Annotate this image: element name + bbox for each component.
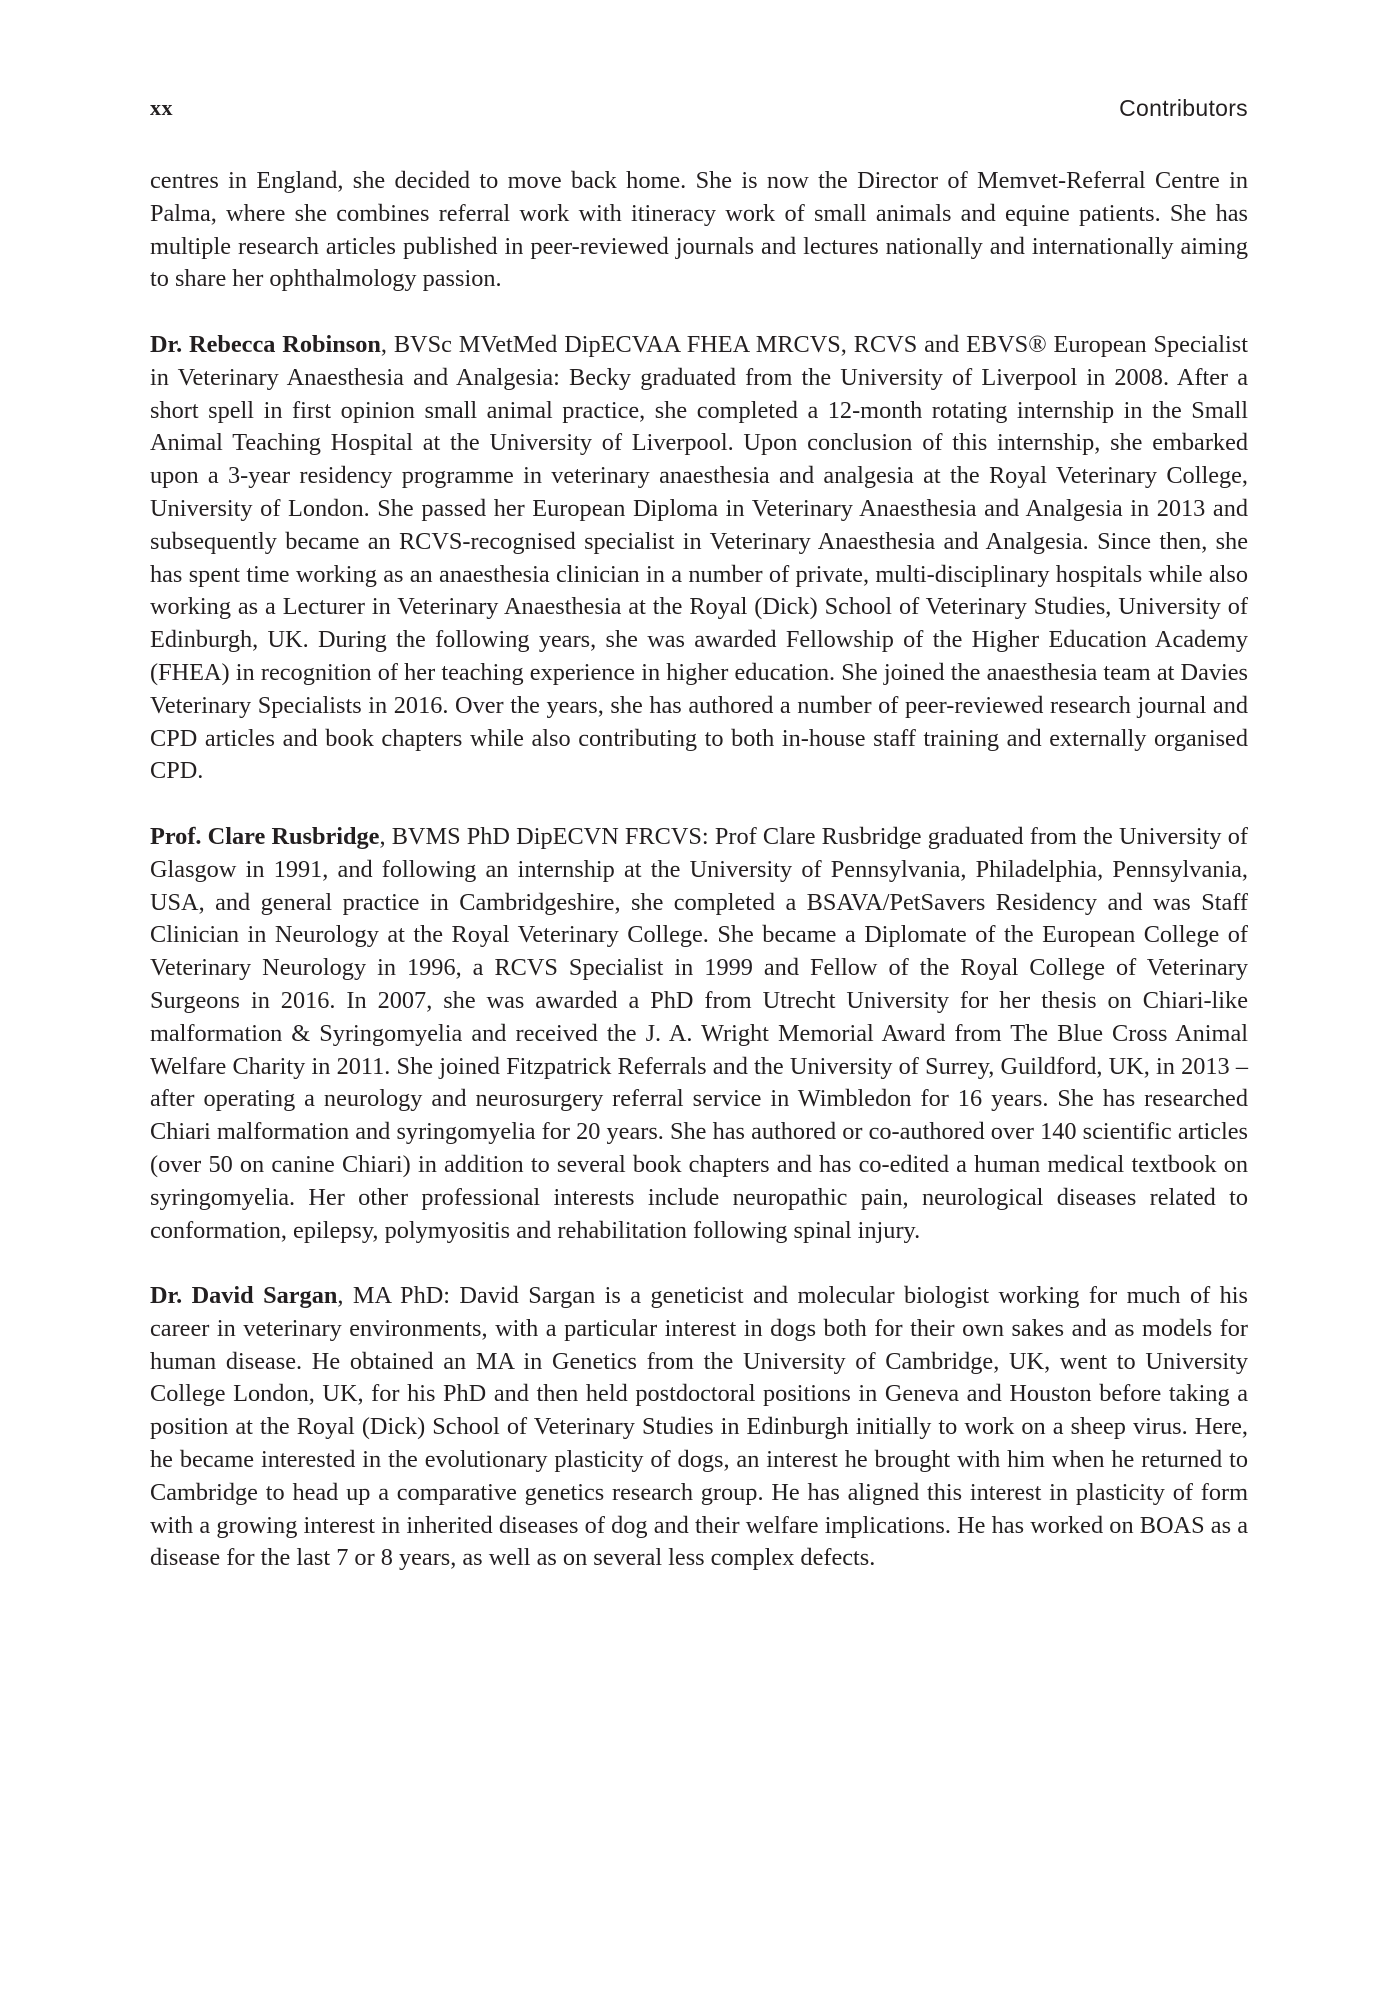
contributor-name: Prof. Clare Rusbridge: [150, 822, 380, 850]
paragraph-text: , BVMS PhD DipECVN FRCVS: Prof Clare Rusbridge graduated from the University of Glasgow in 1991, and following an internship at the University of Pennsylvania, Philadelphia, Pennsylvania, USA, and general practice in Cambridgeshire, she completed a BSAVA/PetSavers Residency and was Staff Clinician in Neurology at the Royal Veterinary College. She became a Diplomate of the European College of Veterinary Neurology in 1996, a RCVS Specialist in 1999 and Fellow of the Royal College of Veterinary Surgeons in 2016. In 2007, she was awarded a PhD from Utrecht University for her thesis on Chiari-like malformation & Syringomyelia and received the J. A. Wright Memorial Award from The Blue Cross Animal Welfare Charity in 2011. She joined Fitzpatrick Referrals and the University of Surrey, Guildford, UK, in 2013 – after operating a neurology and neurosurgery referral service in Wimbledon for 16 years. She has researched Chiari malformation and syringomyelia for 20 years. She has authored or co-authored over 140 scientific articles (over 50 on canine Chiari) in addition to several book chapters and has co-edited a human medical textbook on syringomyelia. Her other professional interests include neuropathic pain, neurological diseases related to conformation, epilepsy, polymyositis and rehabilitation following spinal injury.: [150, 822, 1248, 1244]
section-title: Contributors: [1119, 95, 1248, 121]
paragraph-text: , BVSc MVetMed DipECVAA FHEA MRCVS, RCVS and EBVS® European Specialist in Veterinary Anaesthesia and Analgesia: Becky graduated from the University of Liverpool in 2008. After a short spell in first opinion small animal practice, she completed a 12-month rotating internship in the Small Animal Teaching Hospital at the University of Liverpool. Upon conclusion of this internship, she embarked upon a 3-year residency programme in veterinary anaesthesia and analgesia at the Royal Veterinary College, University of London. She passed her European Diploma in Veterinary Anaesthesia and Analgesia in 2013 and subsequently became an RCVS-recognised specialist in Veterinary Anaesthesia and Analgesia. Since then, she has spent time working as an anaesthesia clinician in a number of private, multi-disciplinary hospitals while also working as a Lecturer in Veterinary Anaesthesia at the Royal (Dick) School of Veterinary Studies, University of Edinburgh, UK. During the following years, she was awarded Fellowship of the Higher Education Academy (FHEA) in recognition of her teaching experience in higher education. She joined the anaesthesia team at Davies Veterinary Specialists in 2016. Over the years, she has authored a number of peer-reviewed research journal and CPD articles and book chapters while also contributing to both in-house staff training and externally organised CPD.: [150, 330, 1248, 785]
running-header: [150, 95, 1248, 127]
paragraph-text: , MA PhD: David Sargan is a geneticist and molecular biologist working for much of his career in veterinary environments, with a particular interest in dogs both for their own sakes and as models for human disease. He obtained an MA in Genetics from the University of Cambridge, UK, went to University College London, UK, for his PhD and then held postdoctoral positions in Geneva and Houston before taking a position at the Royal (Dick) School of Veterinary Studies in Edinburgh initially to work on a sheep virus. Here, he became interested in the evolutionary plasticity of dogs, an interest he brought with him when he returned to Cambridge to head up a comparative genetics research group. He has aligned this interest in plasticity of form with a growing interest in inherited diseases of dog and their welfare implications. He has worked on BOAS as a disease for the last 7 or 8 years, as well as on several less complex defects.: [150, 1282, 1248, 1572]
paragraph-continued-bio: [150, 165, 1248, 296]
paragraph-rebecca-robinson: [150, 329, 1248, 788]
contributor-name: Dr. David Sargan: [150, 1282, 338, 1310]
paragraph-david-sargan: [150, 1280, 1248, 1575]
contributor-name: Dr. Rebecca Robinson: [150, 330, 381, 358]
page-number: xx: [150, 95, 173, 120]
paragraph-text: centres in England, she decided to move back home. She is now the Director of Memvet-Referral Centre in Palma, where she combines referral work with itineracy work of small animals and equine patients. She has multiple research articles published in peer-reviewed journals and lectures nationally and internationally aiming to share her ophthalmology passion.: [150, 167, 1248, 293]
body-text: [150, 165, 1248, 1608]
paragraph-clare-rusbridge: [150, 821, 1248, 1247]
